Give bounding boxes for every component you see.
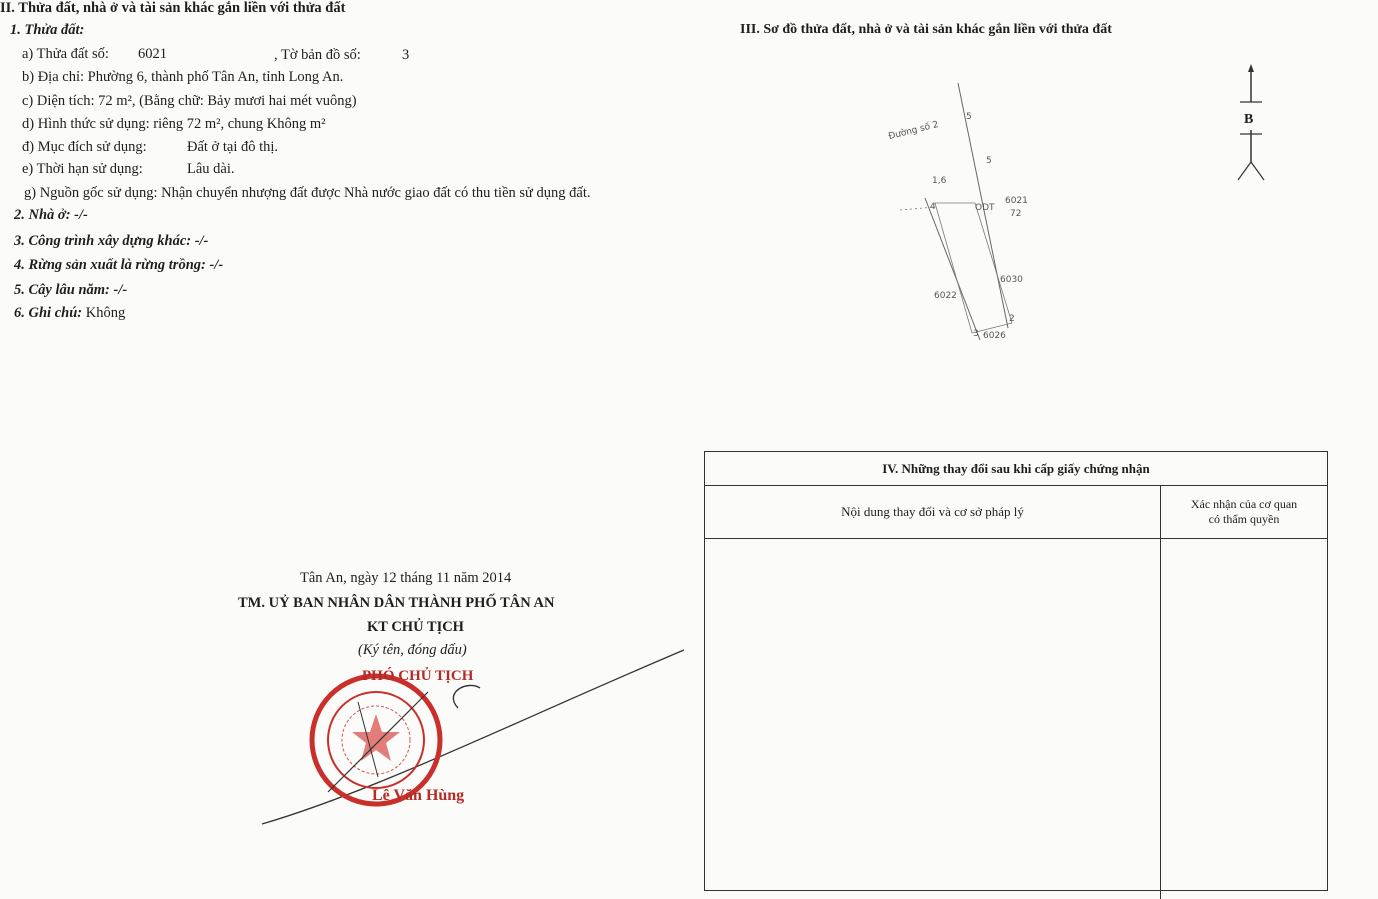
table-body: [705, 539, 1327, 899]
col-confirm-line-1: Xác nhận của cơ quan: [1190, 497, 1298, 511]
parcel-no: 6021: [1005, 196, 1028, 206]
sketch-corner: 1,6: [932, 176, 947, 186]
north-arrow-icon: [1234, 62, 1274, 187]
note-value: Không: [85, 305, 126, 321]
parcel-label: a) Thửa đất số:: [22, 46, 109, 62]
sign-instruction: (Ký tên, đóng dấu): [358, 642, 467, 658]
compass-label: B: [1244, 112, 1254, 127]
perennial-line: 5. Cây lâu năm: -/-: [14, 282, 128, 298]
note-line: [14, 305, 125, 322]
area-line: c) Diện tích: 72 m², (Bằng chữ: Bảy mươi hai mét vuông): [22, 93, 357, 109]
changes-table: [704, 451, 1328, 891]
parcel-value: 6021: [138, 46, 167, 62]
term-value: Lâu dài.: [187, 161, 235, 177]
seal-position: PHÓ CHỦ TỊCH: [362, 668, 474, 684]
other-works-line: 3. Công trình xây dựng khác: -/-: [14, 233, 209, 249]
purpose-label: đ) Mục đích sử dụng:: [22, 139, 147, 155]
sketch-edge-top: 5: [966, 112, 972, 122]
origin-line: g) Nguồn gốc sử dụng: Nhận chuyển nhượng đất được Nhà nước giao đất có thu tiền sử dụng đất.: [24, 185, 591, 201]
note-label: 6. Ghi chú:: [14, 305, 83, 321]
section-3-title: III. Sơ đồ thửa đất, nhà ở và tài sản khác gắn liền với thửa đất: [740, 22, 1112, 37]
land-heading: 1. Thửa đất:: [10, 22, 85, 38]
parcel-area: 72: [1010, 209, 1022, 219]
land-code: ODT: [975, 203, 995, 213]
sketch-point-3: 3: [973, 329, 979, 339]
col-confirm-header: [1161, 486, 1327, 538]
sign-date: Tân An, ngày 12 tháng 11 năm 2014: [300, 570, 512, 586]
usage-form-line: d) Hình thức sử dụng: riêng 72 m², chung Không m²: [22, 116, 326, 132]
neighbor-right: 6030: [1000, 275, 1023, 285]
content-cell: [705, 539, 1161, 899]
neighbor-bottom: 6026: [983, 331, 1006, 341]
address-line: b) Địa chỉ: Phường 6, thành phố Tân An, tỉnh Long An.: [22, 69, 344, 85]
signer-name: Lê Văn Hùng: [372, 787, 465, 804]
sign-role: KT CHỦ TỊCH: [367, 619, 464, 635]
sketch-point-4: 4: [930, 202, 936, 212]
neighbor-left: 6022: [934, 291, 957, 301]
map-sheet-label: , Tờ bản đồ số:: [274, 47, 361, 63]
sketch-edge-right: 5: [986, 156, 992, 166]
map-sheet-value: 3: [402, 47, 410, 63]
road-label: Đường số 2: [887, 119, 940, 143]
forest-line: 4. Rừng sản xuất là rừng trồng: -/-: [14, 257, 224, 273]
col-confirm-line-2: có thẩm quyền: [1208, 512, 1280, 526]
purpose-value: Đất ở tại đô thị.: [187, 139, 279, 155]
house-line: 2. Nhà ở: -/-: [14, 207, 88, 223]
sign-org: TM. UỶ BAN NHÂN DÂN THÀNH PHỐ TÂN AN: [238, 595, 555, 611]
sketch-point-2: 2: [1009, 314, 1015, 324]
confirm-cell: [1161, 539, 1327, 899]
term-label: e) Thời hạn sử dụng:: [22, 161, 143, 177]
parcel-sketch-lines: [880, 78, 1030, 348]
section-2-title: II. Thửa đất, nhà ở và tài sản khác gắn liền với thửa đất: [0, 0, 346, 16]
col-content-header: Nội dung thay đổi và cơ sở pháp lý: [705, 486, 1161, 538]
table-header-row: [705, 486, 1327, 539]
section-4-title: IV. Những thay đổi sau khi cấp giấy chứng nhận: [705, 452, 1327, 486]
